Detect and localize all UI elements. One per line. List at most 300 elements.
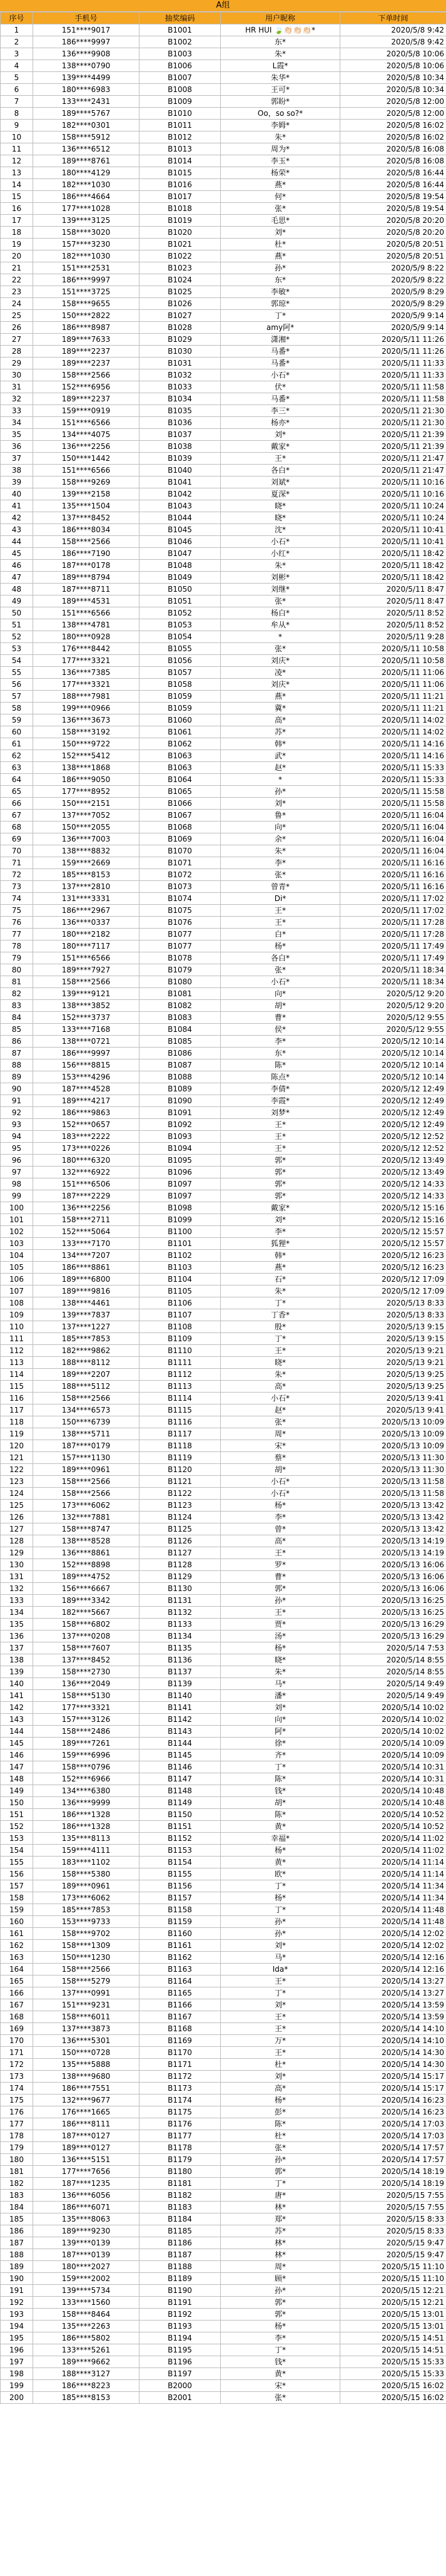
table-row (1, 334, 446, 346)
cell-index: 151 (1, 1809, 33, 1821)
cell-order-time: 2020/5/11 17:02 (340, 905, 446, 917)
cell-index: 101 (1, 1214, 33, 1226)
cell-index: 187 (1, 2237, 33, 2249)
cell-code: B1009 (139, 96, 221, 108)
cell-code: B1159 (139, 1916, 221, 1928)
cell-order-time: 2020/5/14 11:02 (340, 1845, 446, 1857)
cell-code: B1007 (139, 72, 221, 84)
cell-nickname: 高* (221, 1381, 340, 1393)
cell-code: B1024 (139, 274, 221, 286)
cell-code: B1032 (139, 369, 221, 381)
table-row (1, 584, 446, 595)
cell-index: 47 (1, 572, 33, 584)
cell-nickname: 晓* (221, 500, 340, 512)
cell-phone: 137****8452 (33, 1654, 139, 1666)
cell-code: B1056 (139, 655, 221, 667)
cell-index: 44 (1, 536, 33, 548)
cell-code: B1044 (139, 512, 221, 524)
cell-phone: 138****4461 (33, 1297, 139, 1309)
cell-phone: 180****4129 (33, 167, 139, 179)
cell-code: B1092 (139, 1119, 221, 1131)
cell-index: 175 (1, 2094, 33, 2106)
cell-index: 199 (1, 2380, 33, 2392)
cell-index: 33 (1, 405, 33, 417)
cell-phone: 133****7168 (33, 1024, 139, 1036)
cell-order-time: 2020/5/8 19:54 (340, 203, 446, 215)
cell-code: B1117 (139, 1428, 221, 1440)
cell-index: 167 (1, 1999, 33, 2011)
cell-code: B1131 (139, 1595, 221, 1607)
cell-nickname: 钱* (221, 1785, 340, 1797)
cell-nickname: 朱* (221, 845, 340, 857)
cell-nickname: 陈* (221, 1773, 340, 1785)
cell-nickname: 杜* (221, 2130, 340, 2142)
cell-order-time: 2020/5/11 21:47 (340, 453, 446, 465)
cell-code: B1101 (139, 1238, 221, 1250)
cell-phone: 150****0728 (33, 2047, 139, 2059)
cell-code: B1071 (139, 857, 221, 869)
cell-order-time: 2020/5/14 14:10 (340, 2023, 446, 2035)
cell-phone: 185****7853 (33, 1904, 139, 1916)
cell-index: 53 (1, 643, 33, 655)
cell-index: 136 (1, 1631, 33, 1642)
cell-nickname: 狐狸* (221, 1238, 340, 1250)
cell-nickname: 晓* (221, 1654, 340, 1666)
cell-phone: 139****4499 (33, 72, 139, 84)
cell-nickname: 刘梦* (221, 1107, 340, 1119)
cell-index: 198 (1, 2368, 33, 2380)
cell-order-time: 2020/5/12 12:49 (340, 1083, 446, 1095)
cell-order-time: 2020/5/14 10:02 (340, 1702, 446, 1714)
table-row (1, 2166, 446, 2178)
cell-nickname: 王* (221, 2011, 340, 2023)
cell-code: B1143 (139, 1726, 221, 1738)
table-row (1, 1535, 446, 1547)
cell-code: B1137 (139, 1666, 221, 1678)
cell-order-time: 2020/5/12 15:57 (340, 1238, 446, 1250)
cell-index: 168 (1, 2011, 33, 2023)
cell-index: 75 (1, 905, 33, 917)
cell-phone: 137****1227 (33, 1321, 139, 1333)
cell-order-time: 2020/5/8 9:42 (340, 36, 446, 48)
cell-nickname: 刘彬* (221, 572, 340, 584)
cell-order-time: 2020/5/14 17:57 (340, 2154, 446, 2166)
cell-index: 63 (1, 762, 33, 774)
cell-index: 64 (1, 774, 33, 786)
cell-index: 178 (1, 2130, 33, 2142)
cell-code: B1154 (139, 1857, 221, 1868)
table-row (1, 2380, 446, 2392)
table-row (1, 2059, 446, 2071)
cell-index: 113 (1, 1357, 33, 1369)
cell-phone: 150****1442 (33, 453, 139, 465)
cell-index: 110 (1, 1321, 33, 1333)
cell-index: 14 (1, 179, 33, 191)
cell-nickname: 李玉* (221, 155, 340, 167)
cell-phone: 189****7927 (33, 964, 139, 976)
cell-index: 18 (1, 227, 33, 239)
cell-nickname: 高* (221, 714, 340, 726)
cell-nickname: 杨* (221, 1500, 340, 1512)
cell-phone: 134****7207 (33, 1250, 139, 1262)
cell-phone: 158****2566 (33, 536, 139, 548)
cell-phone: 138****3852 (33, 1000, 139, 1012)
cell-nickname: 小石* (221, 1393, 340, 1404)
cell-nickname: 孙* (221, 786, 340, 798)
cell-phone: 137****0208 (33, 1631, 139, 1642)
cell-nickname: 齐* (221, 1749, 340, 1761)
table-row (1, 2368, 446, 2380)
table-row (1, 405, 446, 417)
cell-code: B1052 (139, 607, 221, 619)
cell-nickname: 郭* (221, 1190, 340, 1202)
cell-nickname: 朱* (221, 1666, 340, 1678)
table-row (1, 857, 446, 869)
cell-index: 39 (1, 477, 33, 488)
cell-nickname: 马番* (221, 358, 340, 369)
cell-index: 148 (1, 1773, 33, 1785)
cell-order-time: 2020/5/14 8:55 (340, 1654, 446, 1666)
cell-index: 145 (1, 1738, 33, 1749)
cell-code: B1123 (139, 1500, 221, 1512)
cell-phone: 133****1560 (33, 2297, 139, 2309)
cell-order-time: 2020/5/14 17:03 (340, 2118, 446, 2130)
table-row (1, 346, 446, 358)
cell-nickname: 向* (221, 822, 340, 833)
table-row (1, 1547, 446, 1559)
col-header-order-time: 下单时间 (340, 13, 446, 24)
cell-order-time: 2020/5/8 10:34 (340, 72, 446, 84)
cell-index: 121 (1, 1452, 33, 1464)
cell-index: 147 (1, 1761, 33, 1773)
cell-code: B1068 (139, 822, 221, 833)
cell-code: B1014 (139, 155, 221, 167)
cell-order-time: 2020/5/11 17:28 (340, 917, 446, 929)
table-row (1, 1464, 446, 1476)
cell-index: 125 (1, 1500, 33, 1512)
cell-index: 131 (1, 1571, 33, 1583)
table-row (1, 143, 446, 155)
cell-code: B1172 (139, 2071, 221, 2083)
cell-code: B1194 (139, 2332, 221, 2344)
cell-order-time: 2020/5/13 16:06 (340, 1559, 446, 1571)
cell-index: 71 (1, 857, 33, 869)
cell-phone: 158****5279 (33, 1976, 139, 1987)
cell-code: B1114 (139, 1393, 221, 1404)
cell-order-time: 2020/5/14 10:31 (340, 1761, 446, 1773)
table-row (1, 298, 446, 310)
cell-order-time: 2020/5/14 15:17 (340, 2083, 446, 2094)
cell-order-time: 2020/5/13 14:19 (340, 1535, 446, 1547)
cell-nickname: 余* (221, 833, 340, 845)
cell-nickname: 潇湘* (221, 334, 340, 346)
cell-nickname: 小石* (221, 369, 340, 381)
cell-code: B1031 (139, 358, 221, 369)
cell-nickname: 张* (221, 595, 340, 607)
cell-nickname: 牟从* (221, 619, 340, 631)
table-row (1, 1190, 446, 1202)
cell-code: B1188 (139, 2261, 221, 2273)
cell-order-time: 2020/5/11 11:58 (340, 393, 446, 405)
cell-phone: 183****1102 (33, 1857, 139, 1868)
table-row (1, 2142, 446, 2154)
cell-code: B1190 (139, 2285, 221, 2297)
cell-phone: 159****2669 (33, 857, 139, 869)
cell-order-time: 2020/5/12 12:49 (340, 1107, 446, 1119)
cell-phone: 136****8861 (33, 1547, 139, 1559)
cell-index: 36 (1, 441, 33, 453)
cell-code: B1125 (139, 1523, 221, 1535)
table-row (1, 2202, 446, 2213)
cell-nickname: 刘* (221, 2071, 340, 2083)
cell-code: B1082 (139, 1000, 221, 1012)
cell-order-time: 2020/5/12 15:57 (340, 1226, 446, 1238)
table-row (1, 191, 446, 203)
cell-index: 115 (1, 1381, 33, 1393)
cell-code: B1153 (139, 1845, 221, 1857)
cell-order-time: 2020/5/12 10:14 (340, 1048, 446, 1059)
cell-nickname: 刘* (221, 1940, 340, 1952)
cell-phone: 159****0919 (33, 405, 139, 417)
cell-index: 12 (1, 155, 33, 167)
cell-order-time: 2020/5/11 10:24 (340, 500, 446, 512)
table-row (1, 1119, 446, 1131)
cell-phone: 186****9050 (33, 774, 139, 786)
cell-nickname: 周* (221, 2261, 340, 2273)
cell-index: 37 (1, 453, 33, 465)
cell-nickname: 贾* (221, 1619, 340, 1631)
cell-order-time: 2020/5/12 10:14 (340, 1059, 446, 1071)
cell-phone: 186****7190 (33, 548, 139, 560)
cell-order-time: 2020/5/8 16:44 (340, 167, 446, 179)
cell-index: 84 (1, 1012, 33, 1024)
cell-index: 82 (1, 988, 33, 1000)
cell-phone: 189****7633 (33, 334, 139, 346)
cell-code: B1002 (139, 36, 221, 48)
cell-code: B1162 (139, 1952, 221, 1964)
cell-code: B1106 (139, 1297, 221, 1309)
table-row (1, 607, 446, 619)
table-row (1, 2190, 446, 2202)
table-row (1, 1476, 446, 1488)
cell-code: B1155 (139, 1868, 221, 1880)
cell-order-time: 2020/5/8 20:51 (340, 250, 446, 262)
cell-index: 97 (1, 1167, 33, 1178)
cell-index: 50 (1, 607, 33, 619)
cell-code: B1197 (139, 2368, 221, 2380)
cell-order-time: 2020/5/14 10:09 (340, 1749, 446, 1761)
cell-phone: 136****5301 (33, 2035, 139, 2047)
cell-nickname: 武* (221, 750, 340, 762)
cell-phone: 136****9999 (33, 1797, 139, 1809)
table-row (1, 2071, 446, 2083)
table-row (1, 929, 446, 940)
cell-phone: 158****2711 (33, 1214, 139, 1226)
cell-order-time: 2020/5/12 9:55 (340, 1024, 446, 1036)
cell-order-time: 2020/5/11 17:49 (340, 940, 446, 952)
cell-order-time: 2020/5/14 12:02 (340, 1928, 446, 1940)
cell-index: 184 (1, 2202, 33, 2213)
cell-phone: 186****6071 (33, 2202, 139, 2213)
cell-phone: 152****3737 (33, 1012, 139, 1024)
cell-order-time: 2020/5/15 15:33 (340, 2356, 446, 2368)
cell-code: B1103 (139, 1262, 221, 1274)
cell-nickname: 郑* (221, 2213, 340, 2225)
cell-phone: 138****8528 (33, 1535, 139, 1547)
cell-phone: 188****7981 (33, 691, 139, 703)
cell-order-time: 2020/5/8 16:02 (340, 120, 446, 131)
cell-code: B1169 (139, 2035, 221, 2047)
cell-phone: 137****2810 (33, 881, 139, 893)
cell-phone: 158****9655 (33, 298, 139, 310)
cell-order-time: 2020/5/14 11:48 (340, 1904, 446, 1916)
table-row (1, 703, 446, 714)
prize-table (0, 12, 446, 2404)
cell-phone: 158****9702 (33, 1928, 139, 1940)
cell-nickname: 燕* (221, 250, 340, 262)
cell-nickname: 白* (221, 929, 340, 940)
cell-nickname: 林* (221, 2237, 340, 2249)
cell-index: 118 (1, 1416, 33, 1428)
cell-code: B1181 (139, 2178, 221, 2190)
cell-phone: 180****6320 (33, 1155, 139, 1167)
cell-code: B1025 (139, 286, 221, 298)
cell-nickname: 丁* (221, 1880, 340, 1892)
cell-code: B1090 (139, 1095, 221, 1107)
cell-order-time: 2020/5/8 19:54 (340, 191, 446, 203)
cell-order-time: 2020/5/8 12:00 (340, 108, 446, 120)
table-row (1, 60, 446, 72)
cell-index: 194 (1, 2321, 33, 2332)
cell-nickname: 杜* (221, 2059, 340, 2071)
cell-order-time: 2020/5/11 11:06 (340, 679, 446, 691)
table-row (1, 893, 446, 905)
cell-index: 150 (1, 1797, 33, 1809)
cell-order-time: 2020/5/12 17:09 (340, 1274, 446, 1285)
cell-index: 34 (1, 417, 33, 429)
cell-nickname: 戴家* (221, 1202, 340, 1214)
cell-index: 157 (1, 1880, 33, 1892)
cell-order-time: 2020/5/8 20:51 (340, 239, 446, 250)
cell-phone: 136****6056 (33, 2190, 139, 2202)
cell-order-time: 2020/5/9 9:14 (340, 310, 446, 322)
cell-nickname: 郭琼* (221, 298, 340, 310)
cell-index: 54 (1, 655, 33, 667)
table-row (1, 2285, 446, 2297)
cell-nickname: 凌* (221, 667, 340, 679)
cell-code: B1091 (139, 1107, 221, 1119)
cell-phone: 136****5151 (33, 2154, 139, 2166)
cell-nickname: Ida* (221, 1964, 340, 1976)
cell-index: 146 (1, 1749, 33, 1761)
cell-phone: 189****2237 (33, 346, 139, 358)
cell-code: B1003 (139, 48, 221, 60)
cell-code: B1142 (139, 1714, 221, 1726)
cell-index: 103 (1, 1238, 33, 1250)
cell-nickname: 周为* (221, 143, 340, 155)
cell-order-time: 2020/5/15 8:33 (340, 2225, 446, 2237)
cell-phone: 136****2256 (33, 1202, 139, 1214)
cell-nickname: 阿* (221, 1726, 340, 1738)
cell-index: 46 (1, 560, 33, 572)
cell-phone: 158****8747 (33, 1523, 139, 1535)
cell-phone: 135****2263 (33, 2321, 139, 2332)
cell-order-time: 2020/5/14 16:23 (340, 2106, 446, 2118)
cell-order-time: 2020/5/14 10:09 (340, 1738, 446, 1749)
cell-index: 166 (1, 1987, 33, 1999)
cell-phone: 138****8832 (33, 845, 139, 857)
cell-phone: 187****8711 (33, 584, 139, 595)
cell-index: 1 (1, 24, 33, 36)
cell-order-time: 2020/5/13 9:41 (340, 1393, 446, 1404)
cell-index: 192 (1, 2297, 33, 2309)
table-row (1, 952, 446, 964)
table-row (1, 274, 446, 286)
cell-phone: 139****2158 (33, 488, 139, 500)
cell-code: B1063 (139, 750, 221, 762)
cell-order-time: 2020/5/15 15:33 (340, 2368, 446, 2380)
cell-phone: 177****8952 (33, 786, 139, 798)
cell-order-time: 2020/5/13 8:33 (340, 1297, 446, 1309)
table-row (1, 1012, 446, 1024)
cell-order-time: 2020/5/14 10:48 (340, 1785, 446, 1797)
table-row (1, 1916, 446, 1928)
cell-nickname: 朱华* (221, 72, 340, 84)
cell-index: 163 (1, 1952, 33, 1964)
cell-nickname: 东* (221, 274, 340, 286)
cell-index: 126 (1, 1512, 33, 1523)
cell-code: B1167 (139, 2011, 221, 2023)
cell-index: 22 (1, 274, 33, 286)
cell-order-time: 2020/5/15 14:51 (340, 2344, 446, 2356)
cell-order-time: 2020/5/9 8:22 (340, 262, 446, 274)
cell-nickname: 各白* (221, 952, 340, 964)
cell-order-time: 2020/5/13 16:06 (340, 1583, 446, 1595)
cell-order-time: 2020/5/13 13:42 (340, 1512, 446, 1523)
cell-phone: 187****1235 (33, 2178, 139, 2190)
cell-index: 102 (1, 1226, 33, 1238)
cell-nickname: 刘* (221, 227, 340, 239)
cell-phone: 187****0139 (33, 2249, 139, 2261)
cell-phone: 186****9997 (33, 36, 139, 48)
cell-phone: 186****8223 (33, 2380, 139, 2392)
cell-index: 94 (1, 1131, 33, 1143)
cell-nickname: 杨* (221, 2321, 340, 2332)
cell-order-time: 2020/5/11 14:02 (340, 714, 446, 726)
cell-order-time: 2020/5/14 7:53 (340, 1642, 446, 1654)
cell-order-time: 2020/5/15 7:55 (340, 2190, 446, 2202)
cell-code: B1001 (139, 24, 221, 36)
cell-index: 139 (1, 1666, 33, 1678)
cell-order-time: 2020/5/14 14:30 (340, 2047, 446, 2059)
cell-nickname: 陈* (221, 1809, 340, 1821)
cell-phone: 157****1130 (33, 1452, 139, 1464)
cell-nickname: 王* (221, 453, 340, 465)
table-row (1, 1773, 446, 1785)
table-row (1, 84, 446, 96)
cell-index: 123 (1, 1476, 33, 1488)
cell-code: B1080 (139, 976, 221, 988)
cell-order-time: 2020/5/13 10:09 (340, 1440, 446, 1452)
cell-phone: 150****2822 (33, 310, 139, 322)
cell-nickname: 张* (221, 643, 340, 655)
cell-index: 197 (1, 2356, 33, 2368)
cell-index: 135 (1, 1619, 33, 1631)
cell-phone: 150****2151 (33, 798, 139, 810)
cell-code: B1021 (139, 239, 221, 250)
cell-nickname: amy阿* (221, 322, 340, 334)
cell-code: B1185 (139, 2225, 221, 2237)
